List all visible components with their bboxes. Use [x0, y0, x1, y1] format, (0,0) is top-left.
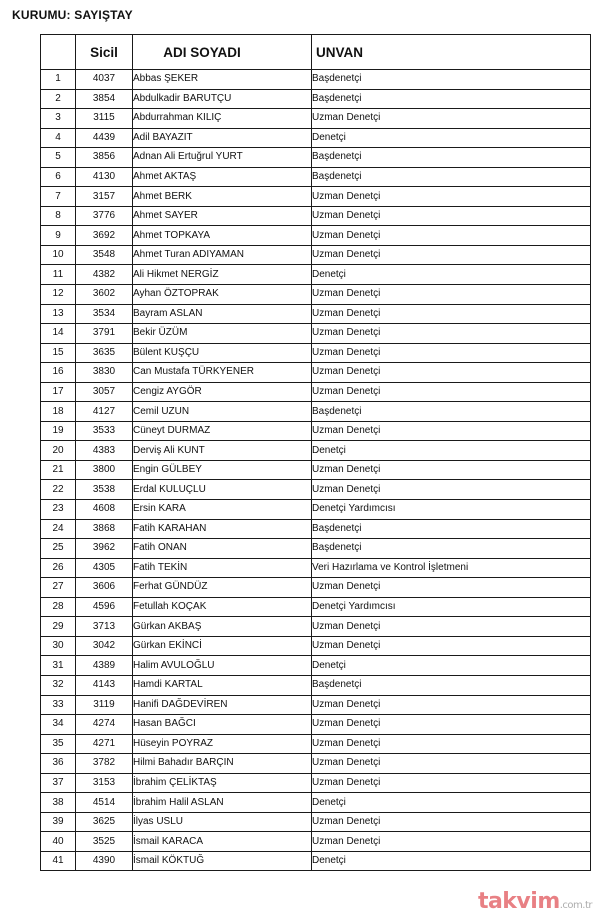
- cell-sicil: 3157: [76, 187, 133, 207]
- watermark-brand: takvim: [477, 889, 560, 914]
- cell-sicil: 4389: [76, 656, 133, 676]
- cell-full-name: İbrahim Halil ASLAN: [133, 793, 312, 813]
- cell-sicil: 3602: [76, 285, 133, 305]
- cell-unvan: Uzman Denetçi: [312, 226, 591, 246]
- cell-full-name: Ali Hikmet NERGİZ: [133, 265, 312, 285]
- cell-unvan: Uzman Denetçi: [312, 754, 591, 774]
- cell-sicil: 4439: [76, 128, 133, 148]
- table-row: [41, 324, 591, 344]
- cell-row-number: 3: [41, 109, 76, 129]
- cell-unvan: Başdenetçi: [312, 675, 591, 695]
- table-row: [41, 617, 591, 637]
- cell-full-name: İlyas USLU: [133, 812, 312, 832]
- table-row: [41, 812, 591, 832]
- cell-sicil: 4143: [76, 675, 133, 695]
- cell-sicil: 4037: [76, 70, 133, 90]
- table-row: [41, 715, 591, 735]
- cell-full-name: Derviş Ali KUNT: [133, 441, 312, 461]
- cell-full-name: Fatih ONAN: [133, 539, 312, 559]
- cell-sicil: 3115: [76, 109, 133, 129]
- cell-sicil: 3776: [76, 206, 133, 226]
- table-row: [41, 363, 591, 383]
- cell-sicil: 4514: [76, 793, 133, 813]
- cell-unvan: Uzman Denetçi: [312, 206, 591, 226]
- cell-full-name: Ferhat GÜNDÜZ: [133, 578, 312, 598]
- cell-unvan: Başdenetçi: [312, 539, 591, 559]
- cell-full-name: Engin GÜLBEY: [133, 460, 312, 480]
- cell-full-name: Hanifi DAĞDEVİREN: [133, 695, 312, 715]
- table-row: [41, 675, 591, 695]
- cell-row-number: 6: [41, 167, 76, 187]
- cell-full-name: İsmail KÖKTUĞ: [133, 851, 312, 871]
- cell-row-number: 9: [41, 226, 76, 246]
- cell-full-name: Cengiz AYGÖR: [133, 382, 312, 402]
- cell-unvan: Başdenetçi: [312, 148, 591, 168]
- cell-full-name: Bekir ÜZÜM: [133, 324, 312, 344]
- cell-full-name: Fatih KARAHAN: [133, 519, 312, 539]
- cell-unvan: Uzman Denetçi: [312, 715, 591, 735]
- cell-row-number: 40: [41, 832, 76, 852]
- table-row: [41, 128, 591, 148]
- site-watermark: [478, 889, 592, 914]
- cell-full-name: Bayram ASLAN: [133, 304, 312, 324]
- cell-row-number: 29: [41, 617, 76, 637]
- cell-full-name: Gürkan EKİNCİ: [133, 636, 312, 656]
- cell-row-number: 24: [41, 519, 76, 539]
- table-row: [41, 734, 591, 754]
- cell-sicil: 4127: [76, 402, 133, 422]
- table-row: [41, 187, 591, 207]
- cell-sicil: 3782: [76, 754, 133, 774]
- cell-row-number: 11: [41, 265, 76, 285]
- cell-sicil: 3962: [76, 539, 133, 559]
- cell-sicil: 3153: [76, 773, 133, 793]
- table-row: [41, 70, 591, 90]
- cell-row-number: 33: [41, 695, 76, 715]
- cell-row-number: 17: [41, 382, 76, 402]
- column-header-sicil: Sicil: [76, 35, 133, 70]
- cell-full-name: Hasan BAĞCI: [133, 715, 312, 735]
- cell-unvan: Uzman Denetçi: [312, 187, 591, 207]
- cell-full-name: Can Mustafa TÜRKYENER: [133, 363, 312, 383]
- table-row: [41, 793, 591, 813]
- cell-row-number: 2: [41, 89, 76, 109]
- cell-full-name: Abdulkadir BARUTÇU: [133, 89, 312, 109]
- table-row: [41, 539, 591, 559]
- cell-row-number: 10: [41, 245, 76, 265]
- cell-full-name: Ahmet AKTAŞ: [133, 167, 312, 187]
- cell-row-number: 37: [41, 773, 76, 793]
- table-row: [41, 245, 591, 265]
- cell-row-number: 32: [41, 675, 76, 695]
- cell-full-name: Fatih TEKİN: [133, 558, 312, 578]
- cell-sicil: 4608: [76, 500, 133, 520]
- cell-row-number: 4: [41, 128, 76, 148]
- table-row: [41, 441, 591, 461]
- cell-row-number: 25: [41, 539, 76, 559]
- cell-full-name: Erdal KULUÇLU: [133, 480, 312, 500]
- cell-sicil: 4274: [76, 715, 133, 735]
- table-row: [41, 500, 591, 520]
- cell-row-number: 13: [41, 304, 76, 324]
- cell-sicil: 3856: [76, 148, 133, 168]
- cell-sicil: 3692: [76, 226, 133, 246]
- table-row: [41, 656, 591, 676]
- cell-full-name: Cemil UZUN: [133, 402, 312, 422]
- cell-row-number: 26: [41, 558, 76, 578]
- table-row: [41, 519, 591, 539]
- table-row: [41, 851, 591, 871]
- cell-row-number: 1: [41, 70, 76, 90]
- cell-full-name: Ahmet SAYER: [133, 206, 312, 226]
- cell-row-number: 28: [41, 597, 76, 617]
- cell-full-name: Ahmet TOPKAYA: [133, 226, 312, 246]
- cell-sicil: 3525: [76, 832, 133, 852]
- table-row: [41, 480, 591, 500]
- cell-unvan: Uzman Denetçi: [312, 382, 591, 402]
- cell-unvan: Uzman Denetçi: [312, 578, 591, 598]
- watermark-suffix: .com.tr: [559, 900, 592, 911]
- cell-unvan: Başdenetçi: [312, 519, 591, 539]
- cell-sicil: 4596: [76, 597, 133, 617]
- column-header-row-number: [41, 35, 76, 70]
- cell-unvan: Uzman Denetçi: [312, 812, 591, 832]
- cell-row-number: 5: [41, 148, 76, 168]
- table-row: [41, 578, 591, 598]
- cell-row-number: 15: [41, 343, 76, 363]
- table-row: [41, 460, 591, 480]
- cell-full-name: Ersin KARA: [133, 500, 312, 520]
- cell-full-name: Ayhan ÖZTOPRAK: [133, 285, 312, 305]
- cell-unvan: Uzman Denetçi: [312, 109, 591, 129]
- cell-sicil: 3635: [76, 343, 133, 363]
- cell-unvan: Uzman Denetçi: [312, 832, 591, 852]
- cell-unvan: Uzman Denetçi: [312, 363, 591, 383]
- cell-sicil: 3713: [76, 617, 133, 637]
- cell-row-number: 38: [41, 793, 76, 813]
- cell-row-number: 14: [41, 324, 76, 344]
- cell-sicil: 3830: [76, 363, 133, 383]
- cell-row-number: 30: [41, 636, 76, 656]
- table-row: [41, 109, 591, 129]
- cell-full-name: Hüseyin POYRAZ: [133, 734, 312, 754]
- cell-full-name: İbrahim ÇELİKTAŞ: [133, 773, 312, 793]
- cell-full-name: Ahmet Turan ADIYAMAN: [133, 245, 312, 265]
- cell-sicil: 4390: [76, 851, 133, 871]
- cell-unvan: Denetçi Yardımcısı: [312, 597, 591, 617]
- cell-full-name: Halim AVULOĞLU: [133, 656, 312, 676]
- cell-unvan: Uzman Denetçi: [312, 460, 591, 480]
- cell-sicil: 3042: [76, 636, 133, 656]
- cell-unvan: Başdenetçi: [312, 89, 591, 109]
- cell-sicil: 3854: [76, 89, 133, 109]
- cell-unvan: Uzman Denetçi: [312, 421, 591, 441]
- cell-unvan: Uzman Denetçi: [312, 304, 591, 324]
- cell-unvan: Denetçi: [312, 656, 591, 676]
- cell-sicil: 3868: [76, 519, 133, 539]
- cell-unvan: Veri Hazırlama ve Kontrol İşletmeni: [312, 558, 591, 578]
- table-row: [41, 343, 591, 363]
- cell-full-name: Hamdi KARTAL: [133, 675, 312, 695]
- cell-sicil: 3057: [76, 382, 133, 402]
- cell-row-number: 20: [41, 441, 76, 461]
- table-row: [41, 167, 591, 187]
- table-row: [41, 832, 591, 852]
- cell-sicil: 3548: [76, 245, 133, 265]
- cell-sicil: 3800: [76, 460, 133, 480]
- cell-row-number: 27: [41, 578, 76, 598]
- cell-full-name: Adil BAYAZIT: [133, 128, 312, 148]
- cell-unvan: Uzman Denetçi: [312, 636, 591, 656]
- personnel-table: [40, 34, 591, 871]
- table-row: [41, 421, 591, 441]
- column-header-unvan: UNVAN: [312, 35, 591, 70]
- cell-row-number: 19: [41, 421, 76, 441]
- table-row: [41, 206, 591, 226]
- cell-full-name: Ahmet BERK: [133, 187, 312, 207]
- cell-full-name: Gürkan AKBAŞ: [133, 617, 312, 637]
- cell-row-number: 22: [41, 480, 76, 500]
- cell-row-number: 23: [41, 500, 76, 520]
- column-header-name: ADI SOYADI: [133, 35, 312, 70]
- cell-unvan: Uzman Denetçi: [312, 734, 591, 754]
- cell-unvan: Başdenetçi: [312, 167, 591, 187]
- table-row: [41, 773, 591, 793]
- cell-row-number: 8: [41, 206, 76, 226]
- cell-sicil: 3534: [76, 304, 133, 324]
- cell-full-name: Fetullah KOÇAK: [133, 597, 312, 617]
- cell-sicil: 3533: [76, 421, 133, 441]
- table-row: [41, 695, 591, 715]
- cell-unvan: Uzman Denetçi: [312, 695, 591, 715]
- table-row: [41, 226, 591, 246]
- cell-unvan: Uzman Denetçi: [312, 285, 591, 305]
- cell-full-name: İsmail KARACA: [133, 832, 312, 852]
- table-row: [41, 304, 591, 324]
- cell-unvan: Uzman Denetçi: [312, 617, 591, 637]
- table-row: [41, 89, 591, 109]
- cell-full-name: Abdurrahman KILIÇ: [133, 109, 312, 129]
- cell-sicil: 3791: [76, 324, 133, 344]
- cell-sicil: 3538: [76, 480, 133, 500]
- cell-unvan: Uzman Denetçi: [312, 773, 591, 793]
- cell-full-name: Bülent KUŞÇU: [133, 343, 312, 363]
- cell-unvan: Uzman Denetçi: [312, 245, 591, 265]
- cell-row-number: 18: [41, 402, 76, 422]
- cell-unvan: Uzman Denetçi: [312, 480, 591, 500]
- table-row: [41, 148, 591, 168]
- cell-sicil: 4271: [76, 734, 133, 754]
- cell-unvan: Denetçi: [312, 441, 591, 461]
- cell-full-name: Adnan Ali Ertuğrul YURT: [133, 148, 312, 168]
- table-row: [41, 402, 591, 422]
- table-row: [41, 558, 591, 578]
- cell-row-number: 39: [41, 812, 76, 832]
- cell-sicil: 3119: [76, 695, 133, 715]
- cell-unvan: Uzman Denetçi: [312, 343, 591, 363]
- cell-unvan: Denetçi: [312, 128, 591, 148]
- cell-sicil: 4383: [76, 441, 133, 461]
- table-row: [41, 636, 591, 656]
- cell-sicil: 3606: [76, 578, 133, 598]
- cell-row-number: 34: [41, 715, 76, 735]
- cell-sicil: 3625: [76, 812, 133, 832]
- table-header-row: [41, 35, 591, 70]
- cell-row-number: 41: [41, 851, 76, 871]
- cell-row-number: 7: [41, 187, 76, 207]
- cell-row-number: 21: [41, 460, 76, 480]
- table-row: [41, 265, 591, 285]
- cell-row-number: 36: [41, 754, 76, 774]
- cell-row-number: 12: [41, 285, 76, 305]
- cell-sicil: 4130: [76, 167, 133, 187]
- cell-row-number: 35: [41, 734, 76, 754]
- table-row: [41, 382, 591, 402]
- cell-unvan: Denetçi: [312, 851, 591, 871]
- cell-sicil: 4382: [76, 265, 133, 285]
- cell-unvan: Denetçi: [312, 265, 591, 285]
- cell-unvan: Başdenetçi: [312, 70, 591, 90]
- cell-unvan: Denetçi: [312, 793, 591, 813]
- cell-full-name: Hilmi Bahadır BARÇIN: [133, 754, 312, 774]
- cell-row-number: 31: [41, 656, 76, 676]
- cell-full-name: Abbas ŞEKER: [133, 70, 312, 90]
- table-row: [41, 754, 591, 774]
- cell-unvan: Denetçi Yardımcısı: [312, 500, 591, 520]
- page-title: KURUMU: SAYIŞTAY: [12, 8, 133, 22]
- cell-unvan: Uzman Denetçi: [312, 324, 591, 344]
- cell-unvan: Başdenetçi: [312, 402, 591, 422]
- table-row: [41, 285, 591, 305]
- table-row: [41, 597, 591, 617]
- cell-row-number: 16: [41, 363, 76, 383]
- cell-full-name: Cüneyt DURMAZ: [133, 421, 312, 441]
- cell-sicil: 4305: [76, 558, 133, 578]
